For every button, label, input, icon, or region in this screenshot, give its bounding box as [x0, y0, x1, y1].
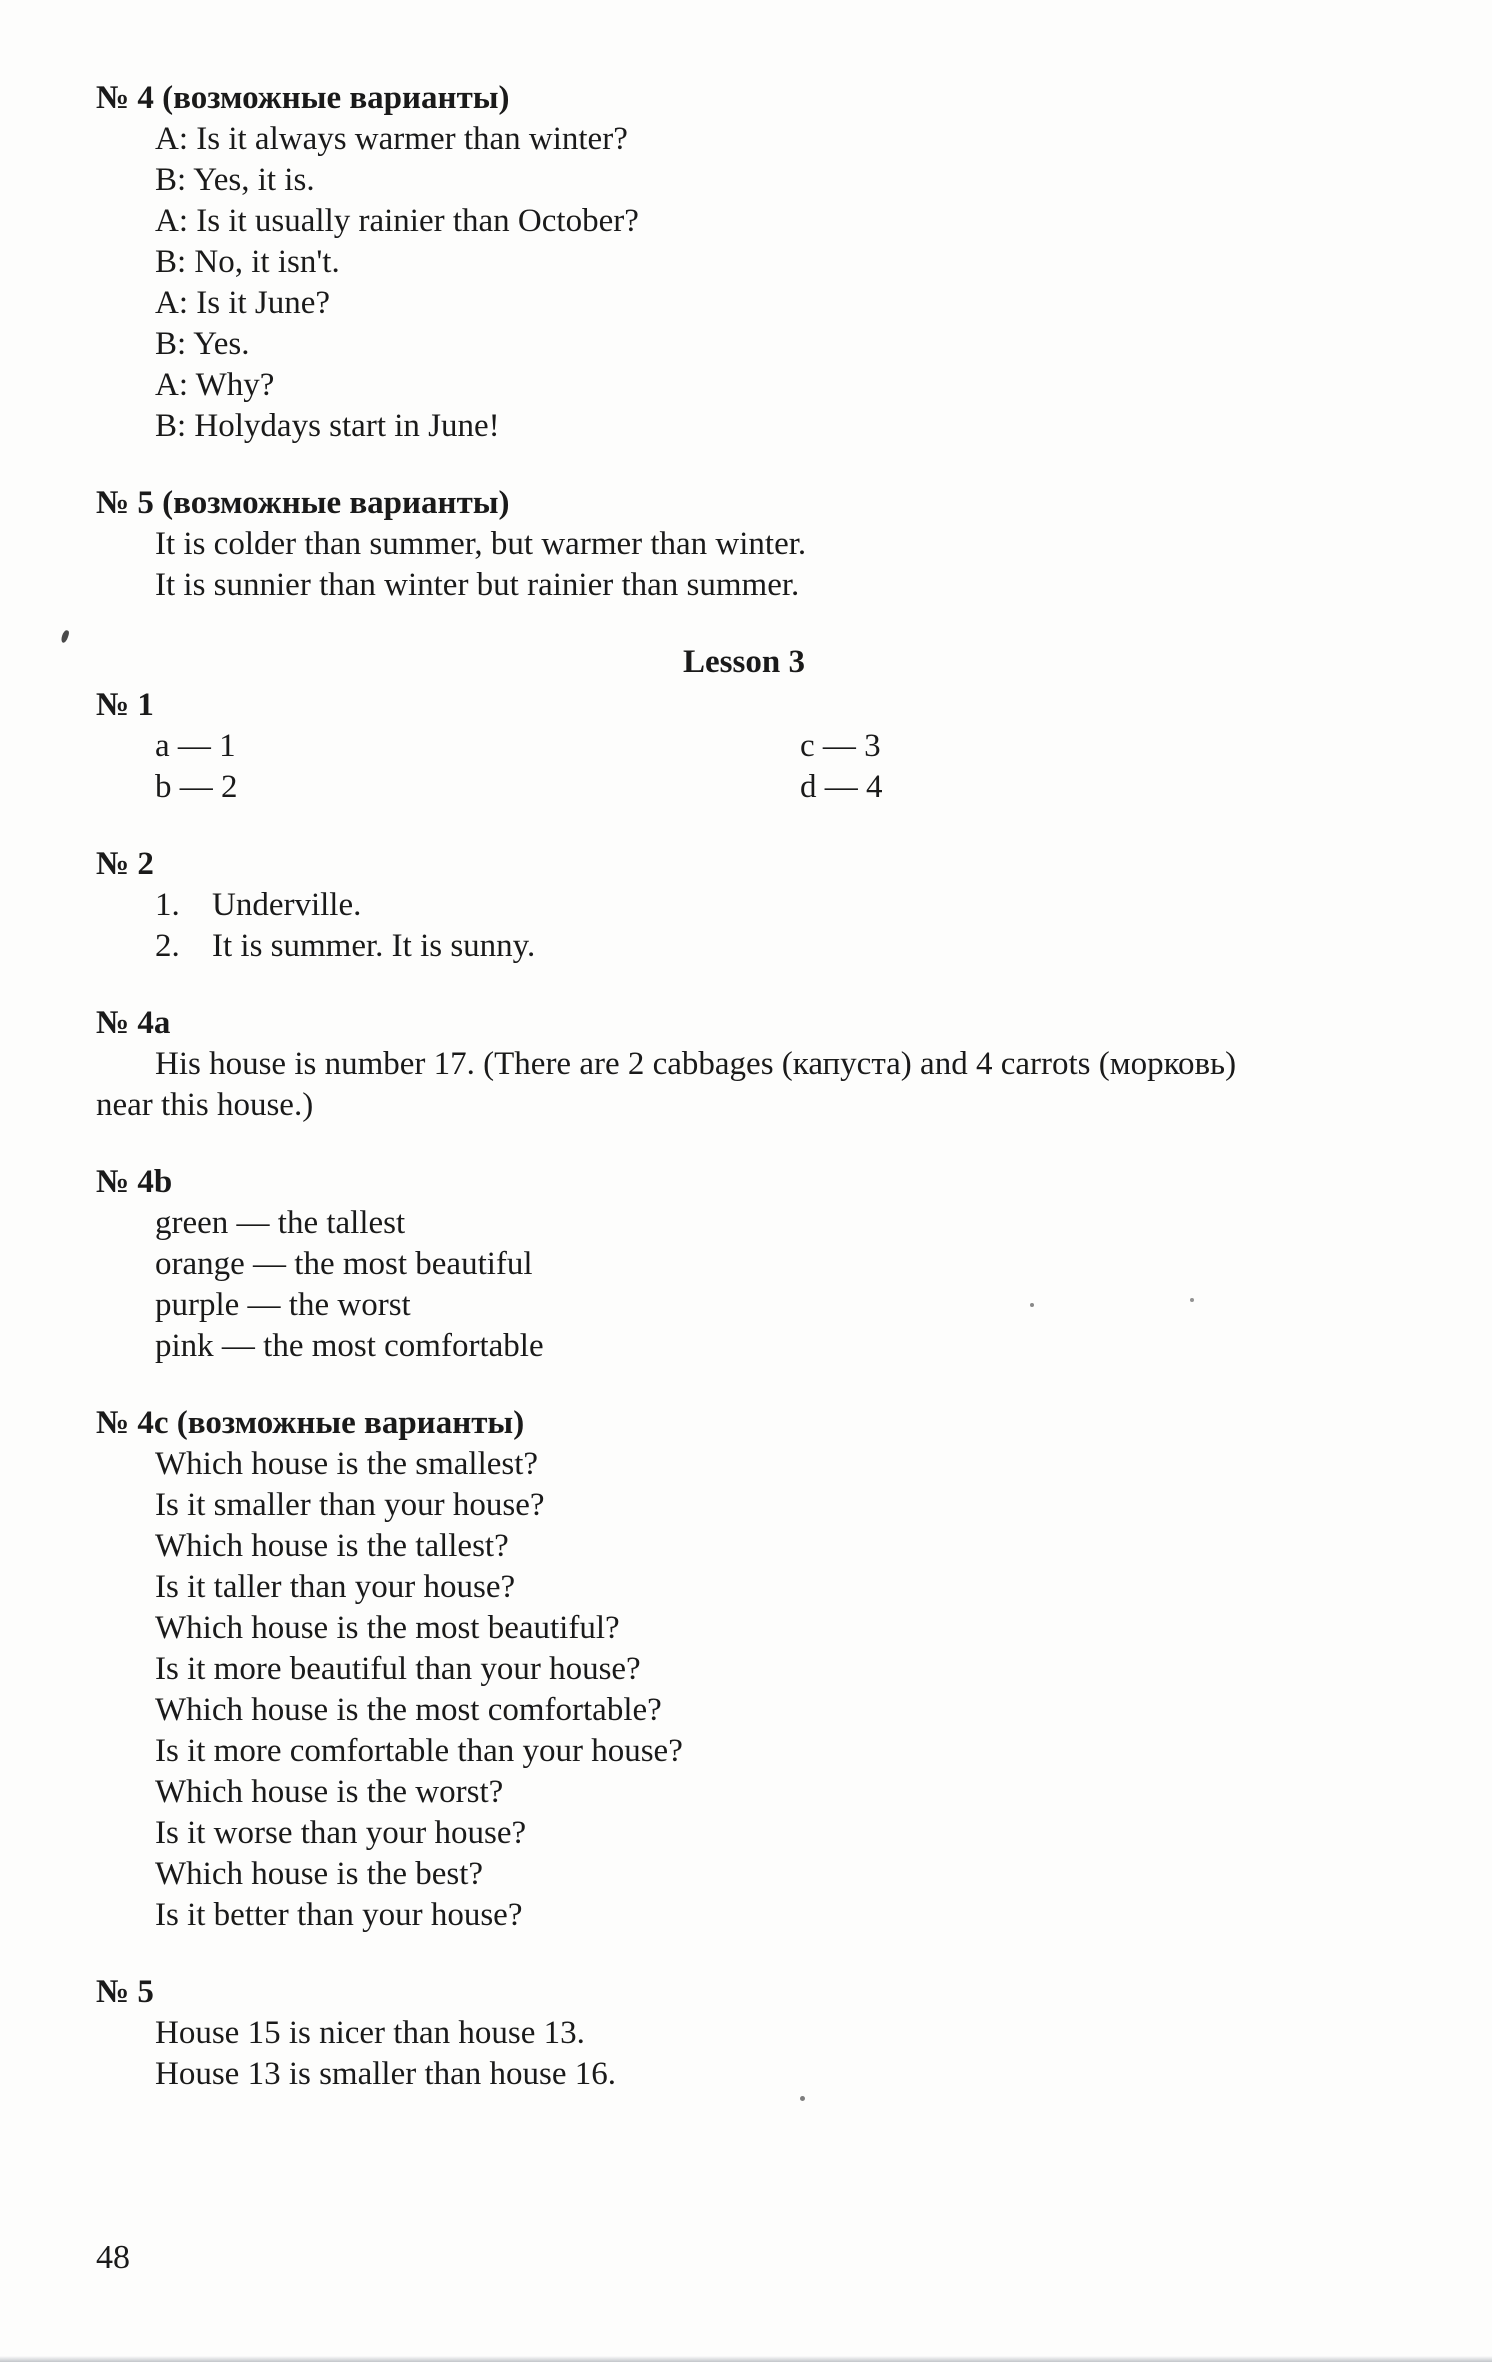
question-line: Which house is the best?: [155, 1856, 484, 1892]
question-line: Is it better than your house?: [155, 1897, 523, 1933]
section-no5-bottom: [96, 1972, 1392, 2095]
match-pair: c — 3: [800, 728, 881, 764]
paragraph-line: near this house.): [96, 1087, 314, 1123]
question-line: Which house is the most beautiful?: [155, 1610, 620, 1646]
paragraph-line: His house is number 17. (There are 2 cabbages (капуста) and 4 carrots (морковь): [155, 1046, 1237, 1082]
section-no5-top: [96, 483, 1392, 606]
question-line: Is it taller than your house?: [155, 1569, 516, 1605]
scan-artifact-dot: [1190, 1298, 1194, 1302]
section-heading: № 4a: [96, 1005, 171, 1041]
answer-line: House 13 is smaller than house 16.: [155, 2056, 617, 2092]
matching-column-left: [155, 726, 800, 808]
answer-line: House 15 is nicer than house 13.: [155, 2015, 585, 2051]
color-match-line: orange — the most beautiful: [155, 1246, 533, 1282]
dialogue-line: A: Is it usually rainier than October?: [155, 203, 639, 239]
dialogue-line: B: No, it isn't.: [155, 244, 340, 280]
dialogue-line: A: Is it always warmer than winter?: [155, 121, 628, 157]
scan-artifact-dot: [800, 2096, 805, 2101]
item-text: It is summer. It is sunny.: [212, 928, 536, 964]
question-line: Which house is the most comfortable?: [155, 1692, 662, 1728]
numbered-answer: [96, 926, 1392, 967]
section-heading: № 4c (возможные варианты): [96, 1405, 525, 1441]
item-text: Underville.: [212, 887, 362, 923]
section-heading: № 1: [96, 687, 154, 723]
dialogue-line: A: Why?: [155, 367, 275, 403]
matching-grid: [96, 726, 1392, 808]
section-no4c: [96, 1403, 1392, 1936]
lesson-title: Lesson 3: [683, 644, 805, 680]
item-number: 2.: [155, 928, 180, 964]
item-number: 1.: [155, 887, 180, 923]
question-line: Which house is the tallest?: [155, 1528, 509, 1564]
question-line: Which house is the smallest?: [155, 1446, 539, 1482]
question-line: Which house is the worst?: [155, 1774, 504, 1810]
color-match-line: green — the tallest: [155, 1205, 406, 1241]
question-line: Is it smaller than your house?: [155, 1487, 545, 1523]
matching-column-right: [800, 726, 1392, 808]
section-heading: № 4b: [96, 1164, 173, 1200]
dialogue-line: B: Holydays start in June!: [155, 408, 500, 444]
color-match-line: pink — the most comfortable: [155, 1328, 544, 1364]
color-match-line: purple — the worst: [155, 1287, 411, 1323]
section-no1-matching: [96, 685, 1392, 808]
section-heading: № 5 (возможные варианты): [96, 485, 510, 521]
section-heading: № 5: [96, 1974, 154, 2010]
section-no4b: [96, 1162, 1392, 1367]
section-no4a: [96, 1003, 1392, 1126]
match-pair: d — 4: [800, 769, 883, 805]
scan-bottom-edge: [0, 2356, 1492, 2362]
section-no4-dialogue: [96, 78, 1392, 447]
question-line: Is it more beautiful than your house?: [155, 1651, 641, 1687]
dialogue-line: B: Yes.: [155, 326, 250, 362]
section-heading: № 4 (возможные варианты): [96, 80, 510, 116]
answer-line: It is colder than summer, but warmer than winter.: [155, 526, 807, 562]
section-heading: № 2: [96, 846, 154, 882]
question-line: Is it worse than your house?: [155, 1815, 527, 1851]
numbered-answer: [96, 885, 1392, 926]
question-line: Is it more comfortable than your house?: [155, 1733, 683, 1769]
answer-line: It is sunnier than winter but rainier than summer.: [155, 567, 800, 603]
match-pair: b — 2: [155, 769, 238, 805]
dialogue-line: B: Yes, it is.: [155, 162, 315, 198]
dialogue-line: A: Is it June?: [155, 285, 331, 321]
section-no2-answers: [96, 844, 1392, 967]
page-number: 48: [96, 2239, 130, 2276]
match-pair: a — 1: [155, 728, 236, 764]
scan-artifact-dot: [1030, 1303, 1034, 1307]
